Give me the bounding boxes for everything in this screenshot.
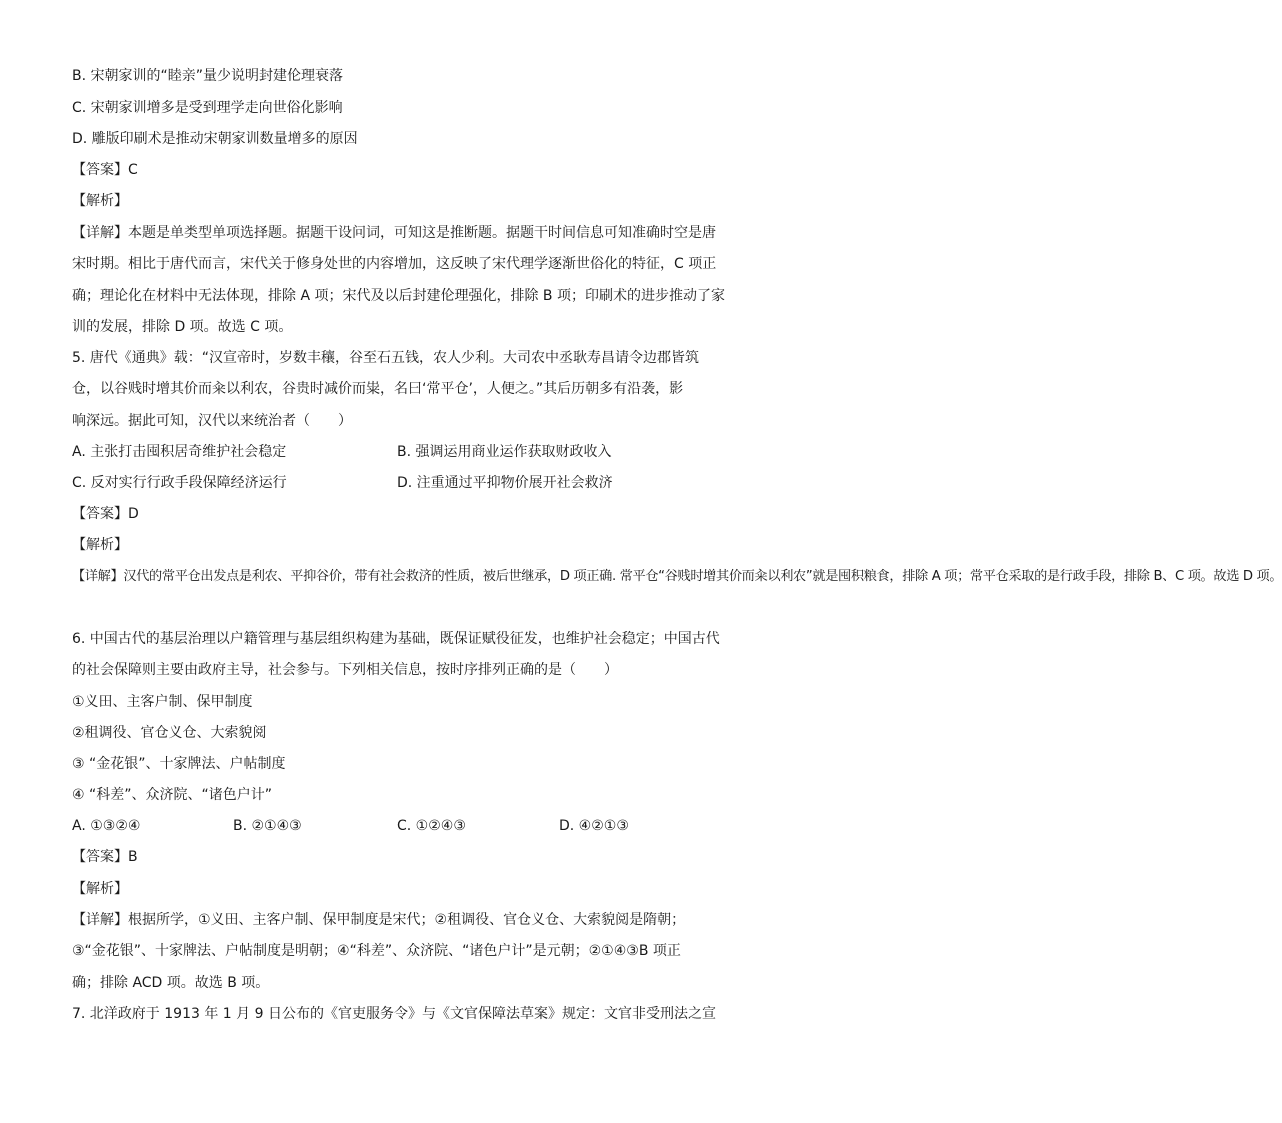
q5-option-d: D. 注重通过平抑物价展开社会救济 [397, 475, 613, 491]
q6-option-c: C. ①②④③ [397, 818, 466, 834]
q6-item-1: ①义田、主客户制、保甲制度 [72, 694, 253, 710]
q5-option-a: A. 主张打击囤积居奇维护社会稳定 [72, 444, 287, 460]
q5-option-c: C. 反对实行行政手段保障经济运行 [72, 475, 287, 491]
q4-detail-line-3: 确；理论化在材料中无法体现，排除 A 项；宋代及以后封建伦理强化，排除 B 项；印刷术的进步推动了家 [72, 288, 725, 304]
q4-option-c: C. 宋朝家训增多是受到理学走向世俗化影响 [72, 100, 343, 116]
q6-detail-line-1: 【详解】根据所学，①义田、主客户制、保甲制度是宋代；②租调役、官仓义仓、大索貌阅是隋朝； [72, 912, 686, 928]
q4-detail-line-4: 训的发展，排除 D 项。故选 C 项。 [72, 319, 293, 335]
q4-analysis-label: 【解析】 [72, 193, 128, 209]
q5-analysis-label: 【解析】 [72, 537, 128, 553]
q6-detail-line-3: 确；排除 ACD 项。故选 B 项。 [72, 975, 270, 991]
q4-detail-line-2: 宋时期。相比于唐代而言，宋代关于修身处世的内容增加，这反映了宋代理学逐渐世俗化的特征，C 项正 [72, 256, 717, 272]
q6-option-d: D. ④②①③ [559, 818, 629, 834]
q5-option-b: B. 强调运用商业运作获取财政收入 [397, 444, 612, 460]
q5-stem-line-3: 响深远。据此可知，汉代以来统治者（ ） [72, 413, 352, 429]
q5-stem-line-2: 仓，以谷贱时增其价而籴以利农，谷贵时减价而粜，名曰‘常平仓’，人便之。”其后历朝多有沿袭，影 [72, 381, 684, 397]
q6-stem-line-1: 6. 中国古代的基层治理以户籍管理与基层组织构建为基础，既保证赋役征发，也维护社会稳定；中国古代 [72, 631, 720, 647]
q6-option-b: B. ②①④③ [233, 818, 302, 834]
q6-answer: 【答案】B [72, 849, 138, 865]
q6-option-a: A. ①③②④ [72, 818, 141, 834]
q6-detail-line-2: ③“金花银”、十家牌法、户帖制度是明朝；④“科差”、众济院、“诸色户计”是元朝；②①④③B 项正 [72, 943, 681, 959]
q6-item-4: ④ “科差”、众济院、“诸色户计” [72, 787, 273, 803]
q4-answer: 【答案】C [72, 162, 138, 178]
q4-detail-line-1: 【详解】本题是单类型单项选择题。据题干设问词，可知这是推断题。据题干时间信息可知准确时空是唐 [72, 225, 716, 241]
q6-analysis-label: 【解析】 [72, 881, 128, 897]
q6-item-2: ②租调役、官仓义仓、大索貌阅 [72, 725, 267, 741]
q6-item-3: ③ “金花银”、十家牌法、户帖制度 [72, 756, 286, 772]
q4-option-b: B. 宋朝家训的“睦亲”量少说明封建伦理衰落 [72, 68, 344, 84]
q5-detail: 【详解】汉代的常平仓出发点是利农、平抑谷价，带有社会救济的性质，被后世继承，D 项正确. 常平仓“谷贱时增其价而籴以利农”就是囤积粮食，排除 A 项；常平仓采取的是行政手段，排除 B、C 项。故选 D 项。 [72, 569, 1282, 584]
q6-stem-line-2: 的社会保障则主要由政府主导，社会参与。下列相关信息，按时序排列正确的是（ ） [72, 662, 618, 678]
q4-option-d: D. 雕版印刷术是推动宋朝家训数量增多的原因 [72, 131, 358, 147]
q5-stem-line-1: 5. 唐代《通典》载：“汉宣帝时，岁数丰穰，谷至石五钱，农人少利。大司农中丞耿寿昌请令边郡皆筑 [72, 350, 700, 366]
q5-answer: 【答案】D [72, 506, 139, 522]
q7-stem-line-1: 7. 北洋政府于 1913 年 1 月 9 日公布的《官吏服务令》与《文官保障法草案》规定：文官非受刑法之宣 [72, 1006, 716, 1022]
